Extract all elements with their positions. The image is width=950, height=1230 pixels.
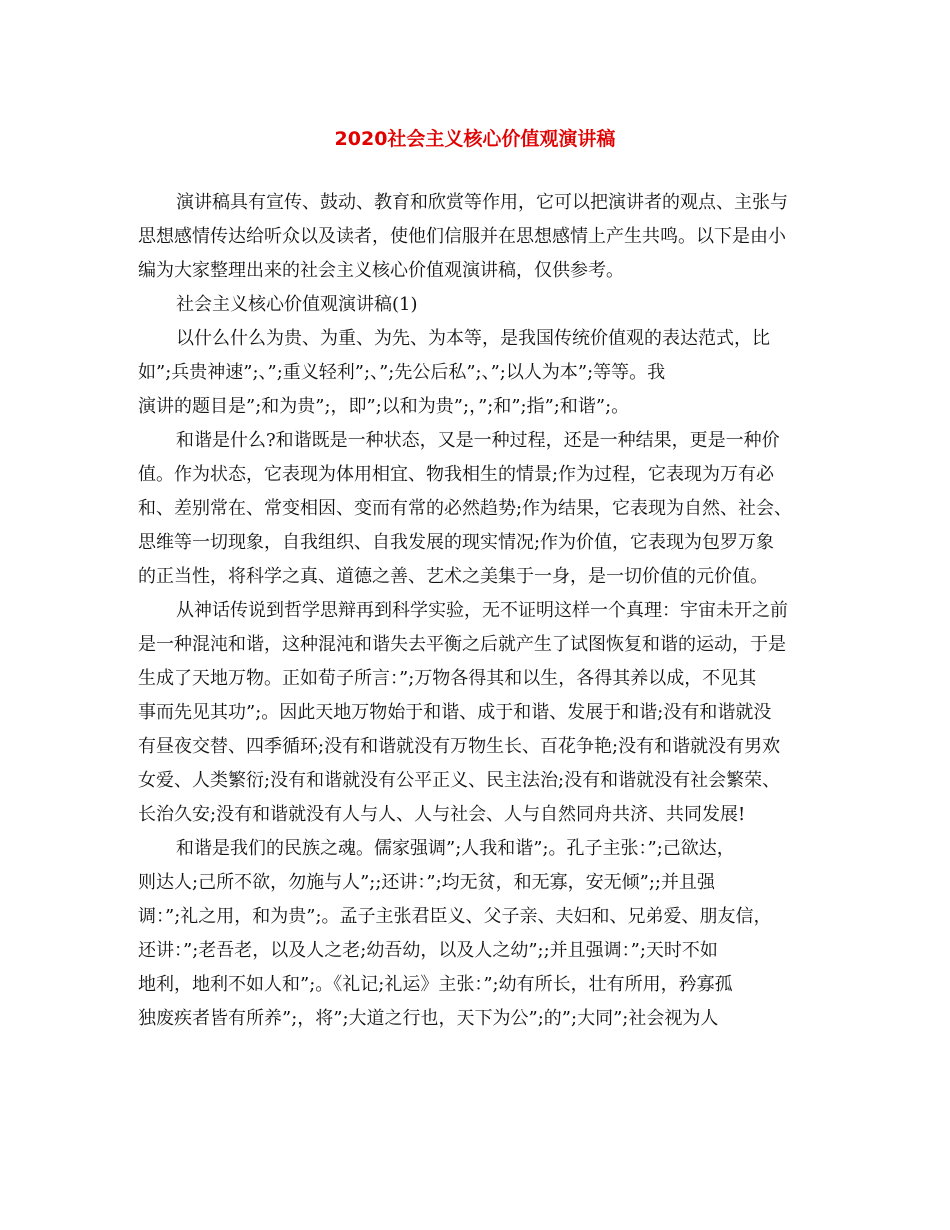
paragraph-line: 事而先见其功”;。因此天地万物始于和谐、成于和谐、发展于和谐;没有和谐就没 (138, 702, 772, 723)
paragraph-line: 从神话传说到哲学思辩再到科学实验，无不证明这样一个真理：宇宙未开之前 (176, 600, 788, 621)
paragraph-line: 是一种混沌和谐，这种混沌和谐失去平衡之后就产生了试图恢复和谐的运动，于是 (138, 634, 786, 655)
paragraph-line: 女爱、人类繁衍;没有和谐就没有公平正义、民主法治;没有和谐就没有社会繁荣、 (138, 770, 781, 791)
paragraph-line: 则达人;己所不欲，勿施与人”;;还讲：”;均无贫，和无寡，安无倾”;;并且强 (138, 872, 715, 893)
paragraph-line: 以什么什么为贵、为重、为先、为本等，是我国传统价值观的表达范式，比 (176, 328, 770, 349)
paragraph-line: 和、差别常在、常变相因、变而有常的必然趋势;作为结果，它表现为自然、社会、 (138, 498, 793, 519)
paragraph-line: 编为大家整理出来的社会主义核心价值观演讲稿，仅供参考。 (138, 260, 624, 281)
document-body (138, 186, 814, 1036)
paragraph-line: 地利，地利不如人和”;。《礼记;礼运》主张：”;幼有所长，壮有所用，矜寡孤 (138, 974, 733, 995)
paragraph-line: 还讲：”;老吾老，以及人之老;幼吾幼，以及人之幼”;;并且强调：”;天时不如 (138, 940, 718, 961)
paragraph-line: 独废疾者皆有所养”;，将”;大道之行也，天下为公”;的”;大同”;社会视为人 (138, 1008, 719, 1029)
paragraph-line: 演讲的题目是”;和为贵”;，即”;以和为贵”;，”;和”;指”;和谐”;。 (138, 396, 630, 417)
paragraph-line: 调：”;礼之用，和为贵”;。孟子主张君臣义、父子亲、夫妇和、兄弟爱、朋友信， (138, 906, 772, 927)
paragraph-line: 和谐是我们的民族之魂。儒家强调”;人我和谐”;。孔子主张：”;己欲达， (176, 838, 735, 859)
paragraph-line: 长治久安;没有和谐就没有人与人、人与社会、人与自然同舟共济、共同发展! (138, 804, 746, 825)
document-title: 2020社会主义核心价值观演讲稿 (334, 128, 616, 150)
paragraph-line: 演讲稿具有宣传、鼓动、教育和欣赏等作用，它可以把演讲者的观点、主张与 (176, 192, 788, 213)
paragraph-line: 值。作为状态，它表现为体用相宜、物我相生的情景;作为过程，它表现为万有必 (138, 464, 775, 485)
paragraph-line: 思想感情传达给听众以及读者，使他们信服并在思想感情上产生共鸣。以下是由小 (138, 226, 786, 247)
section-heading: 社会主义核心价值观演讲稿(1) (176, 294, 418, 315)
paragraph-line: 和谐是什么?和谐既是一种状态，又是一种过程，还是一种结果，更是一种价 (176, 430, 780, 451)
paragraph-line: 有昼夜交替、四季循环;没有和谐就没有万物生长、百花争艳;没有和谐就没有男欢 (138, 736, 781, 757)
paragraph-line: 思维等一切现象，自我组织、自我发展的现实情况;作为价值，它表现为包罗万象 (138, 532, 775, 553)
paragraph-line: 如”;兵贵神速”;、”;重义轻利”;、”;先公后私”;、”;以人为本”;等等。我 (138, 362, 666, 383)
paragraph-line: 的正当性，将科学之真、道德之善、艺术之美集于一身，是一切价值的元价值。 (138, 566, 768, 587)
paragraph-line: 生成了天地万物。正如荀子所言：”;万物各得其和以生，各得其养以成，不见其 (138, 668, 757, 689)
